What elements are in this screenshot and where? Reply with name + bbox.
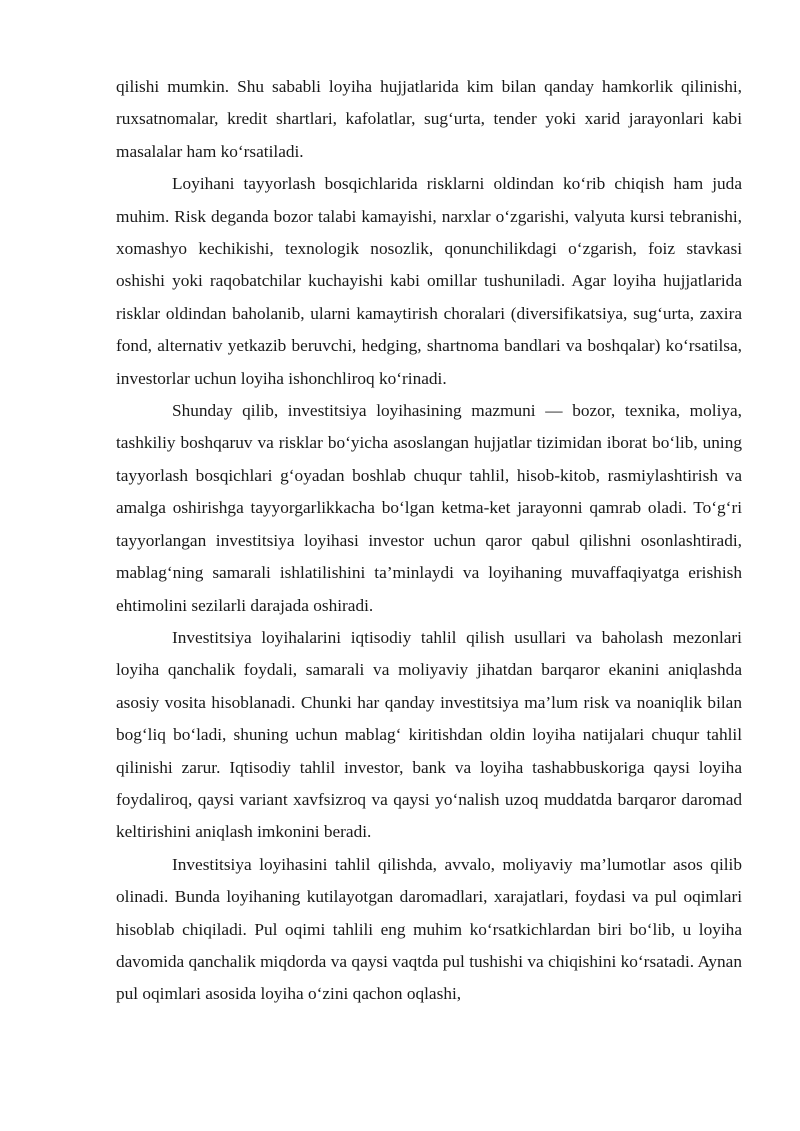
paragraph-risks: Loyihani tayyorlash bosqichlarida risklarni oldindan ko‘rib chiqish ham juda muhim. Risk deganda bozor talabi kamayishi, narxlar o‘zgarishi, valyuta kursi tebranishi, xomashyo kechikishi, texnologik nosozlik, qonunchilikdagi o‘zgarish, foiz stavkasi oshishi yoki raqobatchilar kuchayishi kabi omillar tushuniladi. Agar loyiha hujjatlarida risklar oldindan baholanib, ularni kamaytirish choralari (diversifikatsiya, sug‘urta, zaxira fond, alternativ yetkazib beruvchi, hedging, shartnoma bandlari va boshqalar) ko‘rsatilsa, investorlar uchun loyiha ishonchliroq ko‘rinadi. [116,174,742,388]
paragraph-continuation: qilishi mumkin. Shu sababli loyiha hujjatlarida kim bilan qanday hamkorlik qilinishi, ruxsatnomalar, kredit shartlari, kafolatlar, sug‘urta, tender yoki xarid jarayonlari kabi masalalar ham ko‘rsatiladi. [116,77,742,161]
paragraph-summary: Shunday qilib, investitsiya loyihasining mazmuni — bozor, texnika, moliya, tashkiliy boshqaruv va risklar bo‘yicha asoslangan hujjatlar tizimidan iborat bo‘lib, uning tayyorlash bosqichlari g‘oyadan boshlab chuqur tahlil, hisob-kitob, rasmiylashtirish va amalga oshirishga tayyorgarlikkacha bo‘lgan ketma-ket jarayonni qamrab oladi. To‘g‘ri tayyorlangan investitsiya loyihasi investor uchun qaror qabul qilishni osonlashtiradi, mablag‘ning samarali ishlatilishini ta’minlaydi va loyihaning muvaffaqiyatga erishish ehtimolini sezilarli darajada oshiradi. [116,401,742,615]
paragraph-financial-data: Investitsiya loyihasini tahlil qilishda, avvalo, moliyaviy ma’lumotlar asos qilib olinadi. Bunda loyihaning kutilayotgan daromadlari, xarajatlari, foydasi va pul oqimlari hisoblab chiqiladi. Pul oqimi tahlili eng muhim ko‘rsatkichlardan biri bo‘lib, u loyiha davomida qanchalik miqdorda va qaysi vaqtda pul tushishi va chiqishini ko‘rsatadi. Aynan pul oqimlari asosida loyiha o‘zini qachon oqlashi, [116,854,742,1004]
paragraph-economic-analysis: Investitsiya loyihalarini iqtisodiy tahlil qilish usullari va baholash mezonlari loyiha qanchalik foydali, samarali va moliyaviy jihatdan barqaror ekanini aniqlashda asosiy vosita hisoblanadi. Chunki har qanday investitsiya ma’lum risk va noaniqlik bilan bog‘liq bo‘ladi, shuning uchun mablag‘ kiritishdan oldin loyiha natijalari chuqur tahlil qilinishi zarur. Iqtisodiy tahlil investor, bank va loyiha tashabbuskoriga qaysi loyiha foydaliroq, qaysi variant xavfsizroq va qaysi yo‘nalish uzoq muddatda barqaror daromad keltirishini aniqlash imkonini beradi. [116,627,742,842]
document-page [116,71,742,1011]
